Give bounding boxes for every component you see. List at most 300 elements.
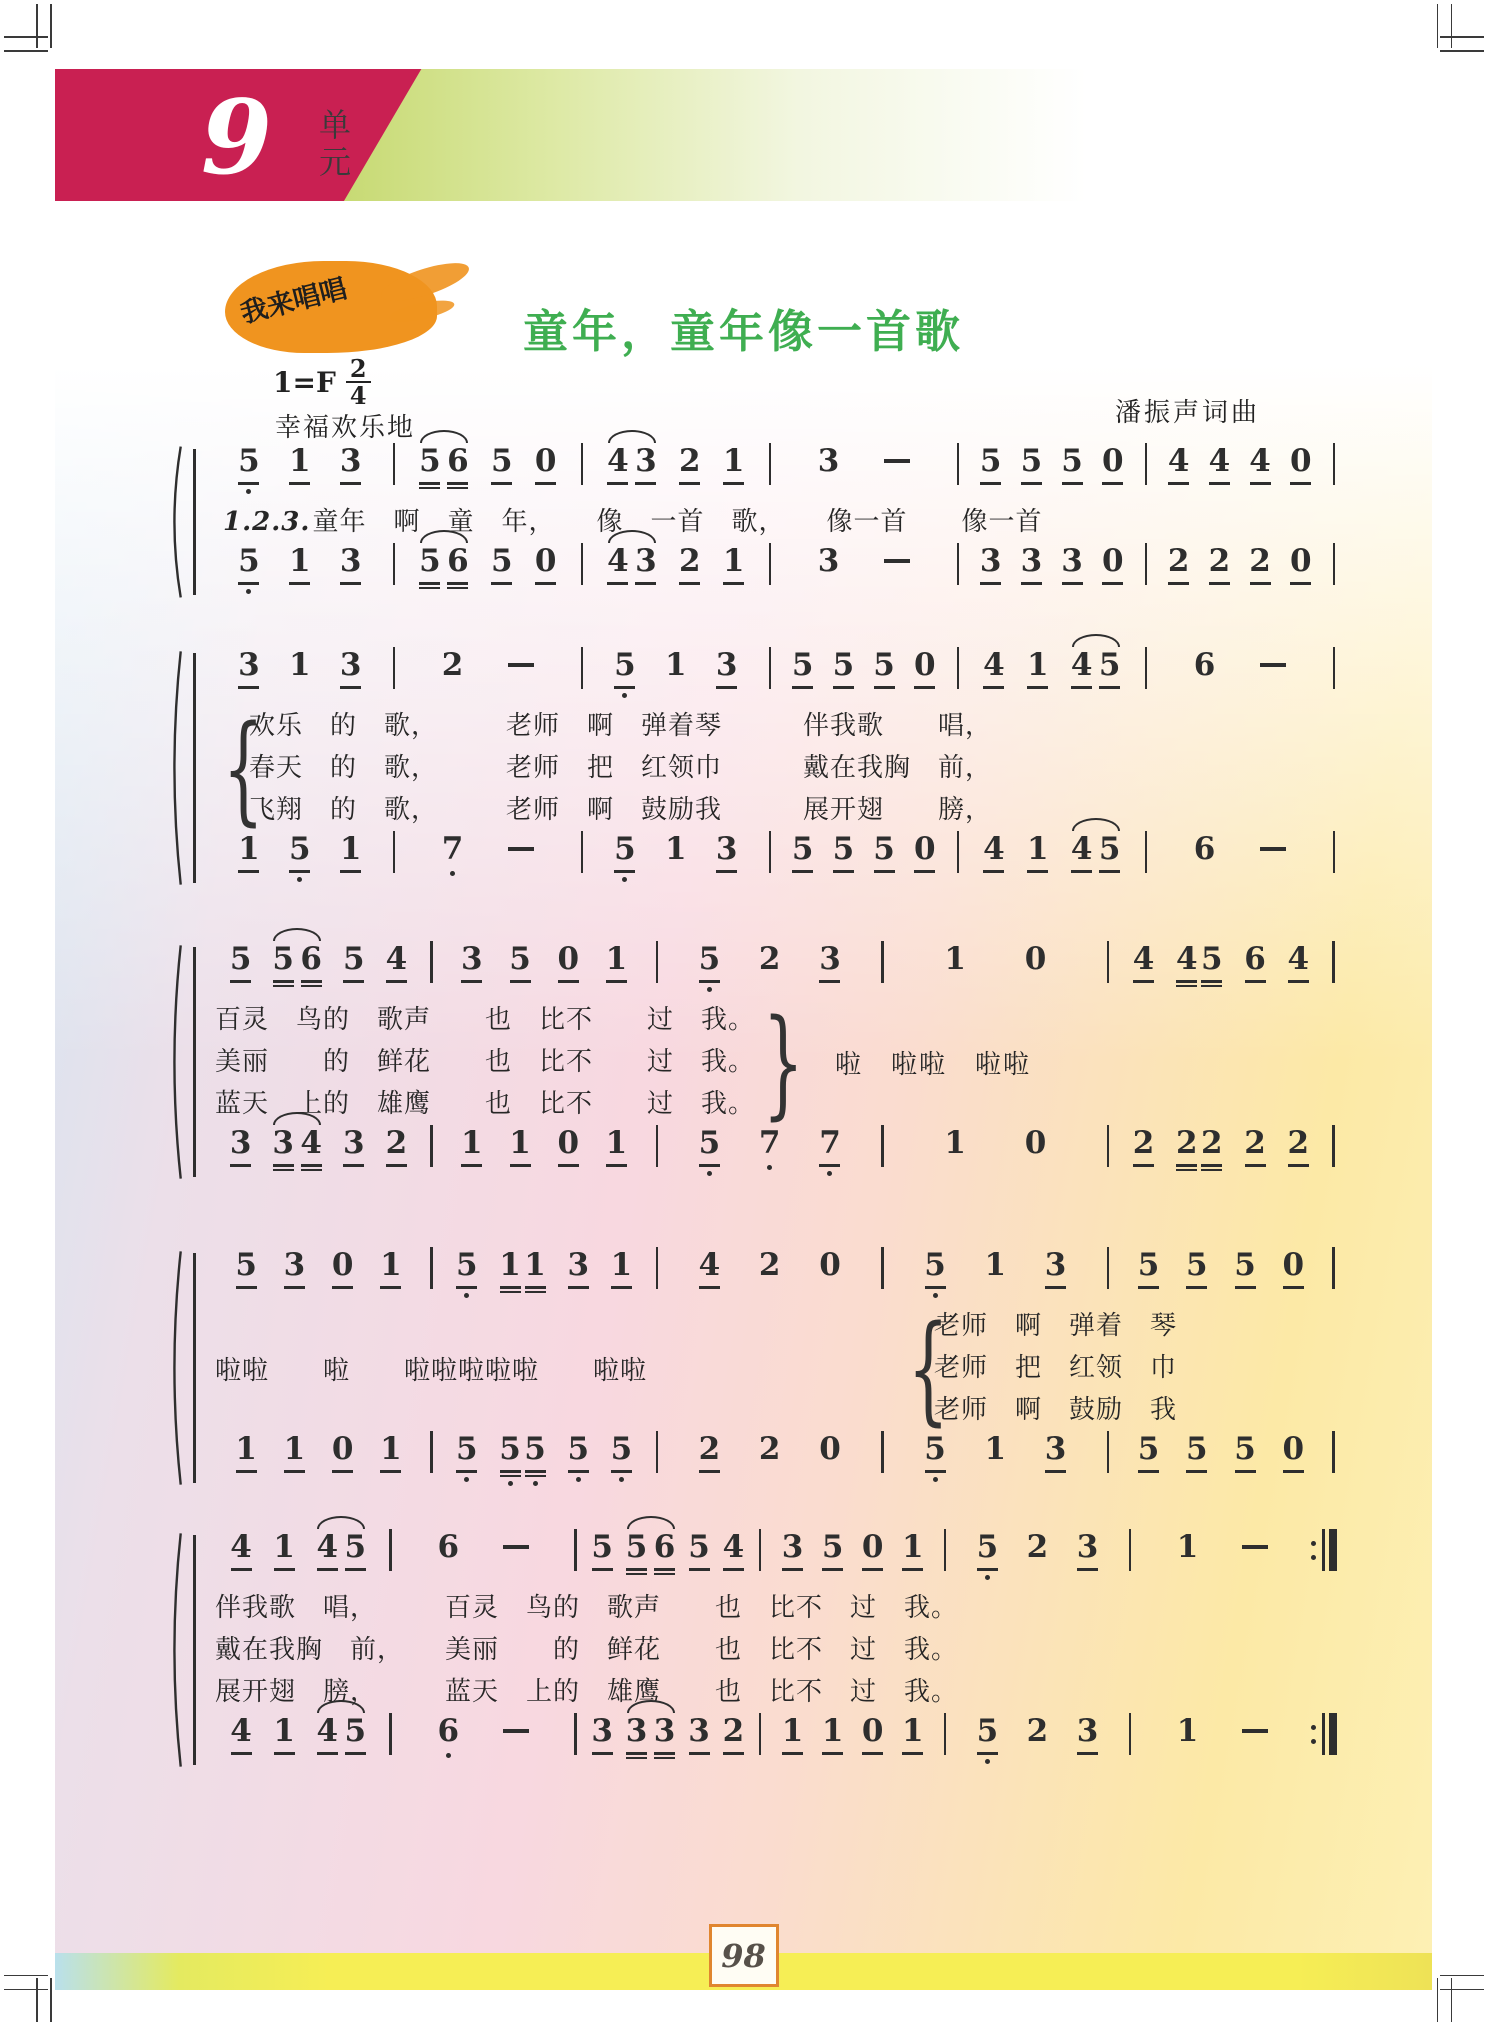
eighth-underline <box>1201 980 1222 983</box>
note-digit: 3 <box>688 1713 710 1749</box>
note-digit: 1 <box>944 941 966 977</box>
note <box>1099 831 1121 873</box>
eighth-underline <box>345 1568 366 1571</box>
eighth-underline <box>1077 1568 1098 1571</box>
tie-arc-group <box>272 941 322 987</box>
lyric-line: 春天 的 歌， 老师 把 红领巾 戴在我胸 前， <box>249 753 993 783</box>
note <box>1061 543 1083 585</box>
eighth-underline <box>592 1752 613 1755</box>
note-digit: 0 <box>1024 941 1047 977</box>
note-digit: 2 <box>1132 1125 1155 1161</box>
barline <box>430 1125 433 1167</box>
eighth-underline <box>782 1752 803 1755</box>
eighth-underline <box>635 582 656 585</box>
note-digit: 3 <box>1044 1431 1067 1467</box>
eighth-underline <box>1138 1470 1159 1473</box>
eighth-underline <box>654 1752 675 1755</box>
note <box>980 543 1002 585</box>
low-octave-dot <box>622 877 627 882</box>
eighth-underline <box>792 686 813 689</box>
music-system <box>167 647 1337 889</box>
note-digit: 1 <box>288 647 311 683</box>
note <box>491 443 513 485</box>
measure <box>209 831 391 882</box>
eighth-underline <box>1235 1286 1256 1289</box>
eighth-underline <box>500 1475 521 1478</box>
eighth-underline <box>689 1568 710 1571</box>
note <box>1133 941 1155 983</box>
note-digit: 1 <box>288 543 311 579</box>
note-digit: 7 <box>441 831 464 867</box>
final-barline <box>1333 543 1336 585</box>
note <box>1234 1247 1256 1289</box>
lyric-text: 啦 啦啦 啦啦 <box>835 1049 1032 1080</box>
eighth-underline <box>419 587 440 590</box>
eighth-underline <box>635 482 656 485</box>
eighth-underline <box>1176 980 1197 983</box>
note <box>1099 647 1121 689</box>
note <box>1260 647 1286 667</box>
eighth-underline <box>862 1568 883 1571</box>
unit-label <box>319 107 351 181</box>
note <box>524 1247 546 1293</box>
measure <box>660 1125 879 1176</box>
system-bracket <box>167 445 183 599</box>
system-bracket <box>167 943 183 1181</box>
note <box>1234 1431 1256 1473</box>
note <box>1186 1247 1208 1289</box>
note <box>902 1529 924 1571</box>
note <box>567 1247 589 1289</box>
tempo-marking: 幸福欢乐地 <box>275 413 416 443</box>
measure <box>209 1529 387 1571</box>
note-digit: 5 <box>1098 647 1121 683</box>
eighth-underline <box>1235 1470 1256 1473</box>
system-start-barline <box>193 1253 196 1483</box>
note <box>976 1713 998 1764</box>
note-digit: 5 <box>343 941 365 977</box>
measure <box>961 543 1143 585</box>
eighth-underline <box>654 1757 675 1760</box>
note <box>819 941 841 983</box>
note <box>884 543 910 563</box>
measure <box>397 831 579 876</box>
note <box>272 941 294 987</box>
note <box>1026 1529 1048 1565</box>
note <box>792 647 814 689</box>
note <box>344 1529 366 1571</box>
note-digit: 3 <box>817 443 840 479</box>
lyric-text: 啦啦 啦 啦啦啦啦啦 啦啦 <box>215 1355 648 1386</box>
measure <box>886 941 1105 977</box>
eighth-underline <box>1176 985 1197 988</box>
note-digit: 4 <box>1287 941 1310 977</box>
note <box>461 941 483 983</box>
note <box>759 1125 781 1170</box>
note-digit: 5 <box>873 831 895 867</box>
note <box>567 1431 589 1482</box>
tie-arc-group <box>607 443 657 485</box>
note-digit: 0 <box>534 443 557 479</box>
note <box>1077 1529 1099 1571</box>
barline <box>430 1247 433 1289</box>
note <box>698 1125 720 1176</box>
measure <box>763 1529 941 1571</box>
eighth-underline <box>238 482 259 485</box>
note-digit: 1 <box>461 1125 483 1161</box>
note <box>442 831 464 876</box>
eighth-underline <box>1288 1164 1309 1167</box>
eighth-underline <box>902 1752 923 1755</box>
eighth-underline <box>289 482 310 485</box>
note <box>679 443 701 485</box>
key-time-signature <box>273 354 371 411</box>
system-start-barline <box>193 653 196 883</box>
note-digit: 5 <box>288 831 311 867</box>
note <box>884 443 910 463</box>
eighth-underline <box>723 582 744 585</box>
note <box>1168 443 1190 485</box>
music-system <box>167 941 1337 1183</box>
note-digit: 1 <box>901 1529 924 1565</box>
note <box>1102 443 1124 485</box>
lyrics-row <box>209 1299 1337 1437</box>
note-digit: 0 <box>913 831 936 867</box>
eighth-underline <box>862 1752 883 1755</box>
eighth-underline <box>340 482 361 485</box>
final-barline <box>1332 941 1335 983</box>
note <box>344 1713 366 1755</box>
note <box>873 831 895 873</box>
eighth-underline <box>699 980 720 983</box>
measure <box>585 831 767 882</box>
tie-arc-group <box>316 1713 366 1755</box>
note <box>605 1125 627 1167</box>
eighth-underline <box>238 686 259 689</box>
note-digit: 3 <box>625 1713 648 1749</box>
note <box>456 1431 478 1482</box>
note-digit: 2 <box>678 543 701 579</box>
note <box>1201 941 1223 987</box>
eighth-underline <box>568 1286 589 1289</box>
tie-arc-group <box>272 1125 322 1171</box>
note-digit: 5 <box>591 1529 613 1565</box>
barline <box>957 443 960 485</box>
note-digit: 2 <box>698 1431 721 1467</box>
note <box>679 543 701 585</box>
note-digit: 3 <box>635 443 657 479</box>
note <box>914 831 936 873</box>
measure <box>209 941 428 987</box>
half-note-dash <box>503 1729 529 1733</box>
measure <box>585 647 767 698</box>
note-digit: 5 <box>924 1247 946 1283</box>
note <box>1177 1529 1199 1565</box>
eighth-underline <box>343 980 364 983</box>
note-digit: 5 <box>1020 443 1043 479</box>
eighth-underline <box>980 582 1001 585</box>
eighth-underline <box>317 1568 338 1571</box>
note-digit: 2 <box>1026 1713 1049 1749</box>
note-digit: 5 <box>1186 1431 1208 1467</box>
note <box>447 543 469 589</box>
eighth-underline <box>819 980 840 983</box>
eighth-underline <box>626 1757 647 1760</box>
eighth-underline <box>1186 1470 1207 1473</box>
eighth-underline <box>284 1286 305 1289</box>
note-digit: 1 <box>499 1247 521 1283</box>
note-digit: 1 <box>288 443 311 479</box>
eighth-underline <box>1027 686 1048 689</box>
measure <box>660 1431 879 1473</box>
note <box>759 941 781 977</box>
note-digit: 5 <box>832 831 855 867</box>
note <box>723 443 745 485</box>
note <box>508 647 534 667</box>
note <box>1186 1431 1208 1473</box>
verse-lines <box>934 1305 1177 1431</box>
eighth-underline <box>679 582 700 585</box>
note <box>782 1529 804 1571</box>
barline <box>1145 831 1148 873</box>
note-digit: 2 <box>1249 543 1271 579</box>
eighth-underline <box>1102 582 1123 585</box>
note-digit: 5 <box>791 647 814 683</box>
note <box>1020 543 1042 585</box>
eighth-underline <box>274 1752 295 1755</box>
note <box>419 443 441 489</box>
note-digit: 5 <box>1234 1431 1256 1467</box>
eighth-underline <box>419 482 440 485</box>
note-digit: 5 <box>1201 941 1223 977</box>
barline <box>759 1529 762 1571</box>
note-digit: 2 <box>1201 1125 1223 1161</box>
eighth-underline <box>782 1568 803 1571</box>
note <box>782 1713 804 1755</box>
note <box>238 443 260 494</box>
eighth-underline <box>606 1164 627 1167</box>
eighth-underline <box>273 980 294 983</box>
final-barline <box>1332 1125 1335 1167</box>
thick-barline <box>1329 1713 1337 1755</box>
beam-group <box>499 1247 546 1293</box>
eighth-underline <box>500 1291 521 1294</box>
note-digit: 0 <box>331 1247 354 1283</box>
low-octave-dot <box>707 987 712 992</box>
note <box>873 647 895 689</box>
barline <box>881 1125 884 1167</box>
measure <box>773 443 955 479</box>
eighth-underline <box>822 1568 843 1571</box>
note <box>1282 1247 1304 1289</box>
lyric-text: 童年 啊 童 年， 像 一首 歌， 像一首 像一首 <box>312 507 1043 537</box>
note <box>723 543 745 585</box>
note-digit: 3 <box>1020 543 1043 579</box>
note-digit: 0 <box>557 941 580 977</box>
note <box>635 443 657 485</box>
note <box>557 941 579 983</box>
note <box>924 1247 946 1298</box>
eighth-underline <box>236 1286 257 1289</box>
measure <box>1111 1247 1330 1289</box>
note-digit: 3 <box>591 1713 613 1749</box>
measure <box>1149 831 1331 867</box>
eighth-underline <box>606 980 627 983</box>
note <box>380 1431 402 1473</box>
unit-label-char-top: 单 <box>319 106 352 144</box>
note <box>1194 831 1216 867</box>
low-octave-dot <box>827 1171 832 1176</box>
eighth-underline <box>340 870 361 873</box>
tie-arc-group <box>316 1529 366 1571</box>
measure <box>773 543 955 579</box>
repeat-dot <box>1311 1555 1316 1560</box>
note <box>944 941 966 977</box>
thin-barline <box>1322 1713 1325 1755</box>
time-signature-numerator: 2 <box>346 356 371 383</box>
barline <box>1129 1713 1132 1755</box>
note-digit: 1 <box>283 1431 306 1467</box>
note <box>688 1529 710 1571</box>
note-digit: 3 <box>272 1125 294 1161</box>
note-digit: 0 <box>1289 443 1312 479</box>
measure <box>209 1431 428 1473</box>
note <box>607 543 629 585</box>
unit-number: 9 <box>201 78 272 198</box>
eighth-underline <box>525 1291 546 1294</box>
eighth-underline <box>231 1752 252 1755</box>
measure <box>961 443 1143 485</box>
note-digit: 5 <box>490 543 513 579</box>
note-digit: 5 <box>419 543 441 579</box>
note-digit: 0 <box>861 1529 884 1565</box>
barline <box>1107 1247 1110 1289</box>
system-bracket <box>167 649 183 887</box>
note <box>1027 647 1049 689</box>
eighth-underline <box>614 686 635 689</box>
note <box>230 1529 252 1571</box>
note-digit: 5 <box>567 1431 590 1467</box>
crop-mark <box>1440 50 1484 52</box>
note-digit: 4 <box>316 1529 339 1565</box>
repeat-dots <box>1311 1541 1316 1560</box>
eighth-underline <box>1099 870 1120 873</box>
unit-banner <box>55 69 1087 201</box>
note-digit: 3 <box>339 443 362 479</box>
note <box>1138 1247 1160 1289</box>
note-digit: 2 <box>722 1713 745 1749</box>
note <box>238 543 260 594</box>
note <box>272 1125 294 1171</box>
barline <box>430 1431 433 1473</box>
eighth-underline <box>510 1164 531 1167</box>
note <box>980 443 1002 485</box>
measure <box>1111 941 1330 987</box>
note <box>1249 443 1271 485</box>
crop-mark <box>1440 1989 1484 1991</box>
note-digit: 4 <box>385 941 408 977</box>
note-digit: 0 <box>1282 1431 1305 1467</box>
low-octave-dot <box>707 1171 712 1176</box>
note-digit: 1 <box>821 1713 844 1749</box>
barline <box>1107 941 1110 983</box>
note-digit: 5 <box>1234 1247 1256 1283</box>
note <box>759 1431 781 1467</box>
eighth-underline <box>386 1164 407 1167</box>
barline <box>656 1247 659 1289</box>
thin-barline <box>1322 1529 1325 1571</box>
note-digit: 0 <box>861 1713 884 1749</box>
note-digit: 0 <box>1101 543 1124 579</box>
note <box>1201 1125 1223 1171</box>
song-title: 童年，童年像一首歌 <box>522 305 964 358</box>
note <box>499 1431 521 1486</box>
note-digit: 4 <box>1249 443 1271 479</box>
note-digit: 1 <box>781 1713 804 1749</box>
barline <box>581 831 584 873</box>
measure <box>435 1247 654 1298</box>
crop-mark <box>4 50 48 52</box>
note-digit: 1 <box>944 1125 966 1161</box>
note-digit: 3 <box>781 1529 804 1565</box>
note-digit: 5 <box>610 1431 633 1467</box>
note <box>524 1431 546 1486</box>
half-note-dash <box>884 459 910 463</box>
note <box>491 543 513 585</box>
low-octave-dot <box>450 871 455 876</box>
eighth-underline <box>301 1169 322 1172</box>
note-digit: 0 <box>1289 543 1312 579</box>
eighth-underline <box>447 587 468 590</box>
eighth-underline <box>1099 686 1120 689</box>
eighth-underline <box>1077 1752 1098 1755</box>
note-digit: 5 <box>924 1431 946 1467</box>
note <box>456 1247 478 1298</box>
note <box>332 1431 354 1473</box>
barline <box>581 543 584 585</box>
note-digit: 5 <box>1137 1431 1160 1467</box>
note-digit: 1 <box>380 1431 402 1467</box>
beam-group <box>499 1431 546 1486</box>
note <box>442 647 464 683</box>
end-repeat-barline <box>1311 1713 1337 1755</box>
lyric-line: 百灵 鸟的 歌声 也 比不 过 我。 <box>215 1005 756 1035</box>
note <box>230 1713 252 1755</box>
note <box>1061 443 1083 485</box>
note <box>499 1247 521 1293</box>
note <box>1290 543 1312 585</box>
crop-mark <box>4 1975 48 1977</box>
note-digit: 7 <box>819 1125 841 1161</box>
note <box>722 1529 744 1571</box>
eighth-underline <box>1045 1286 1066 1289</box>
score <box>167 443 1337 1771</box>
eighth-underline <box>925 1286 946 1289</box>
barline <box>656 941 659 983</box>
measure <box>209 1125 428 1171</box>
note <box>984 1247 1006 1283</box>
note-digit: 3 <box>339 543 362 579</box>
barline <box>393 443 396 485</box>
low-octave-dot <box>985 1575 990 1580</box>
eighth-underline <box>230 1164 251 1167</box>
note <box>437 1529 459 1565</box>
repeat-dots <box>1311 1725 1316 1744</box>
note-digit: 5 <box>688 1529 710 1565</box>
note <box>340 543 362 585</box>
note <box>1260 831 1286 851</box>
note-digit: 5 <box>456 1431 478 1467</box>
